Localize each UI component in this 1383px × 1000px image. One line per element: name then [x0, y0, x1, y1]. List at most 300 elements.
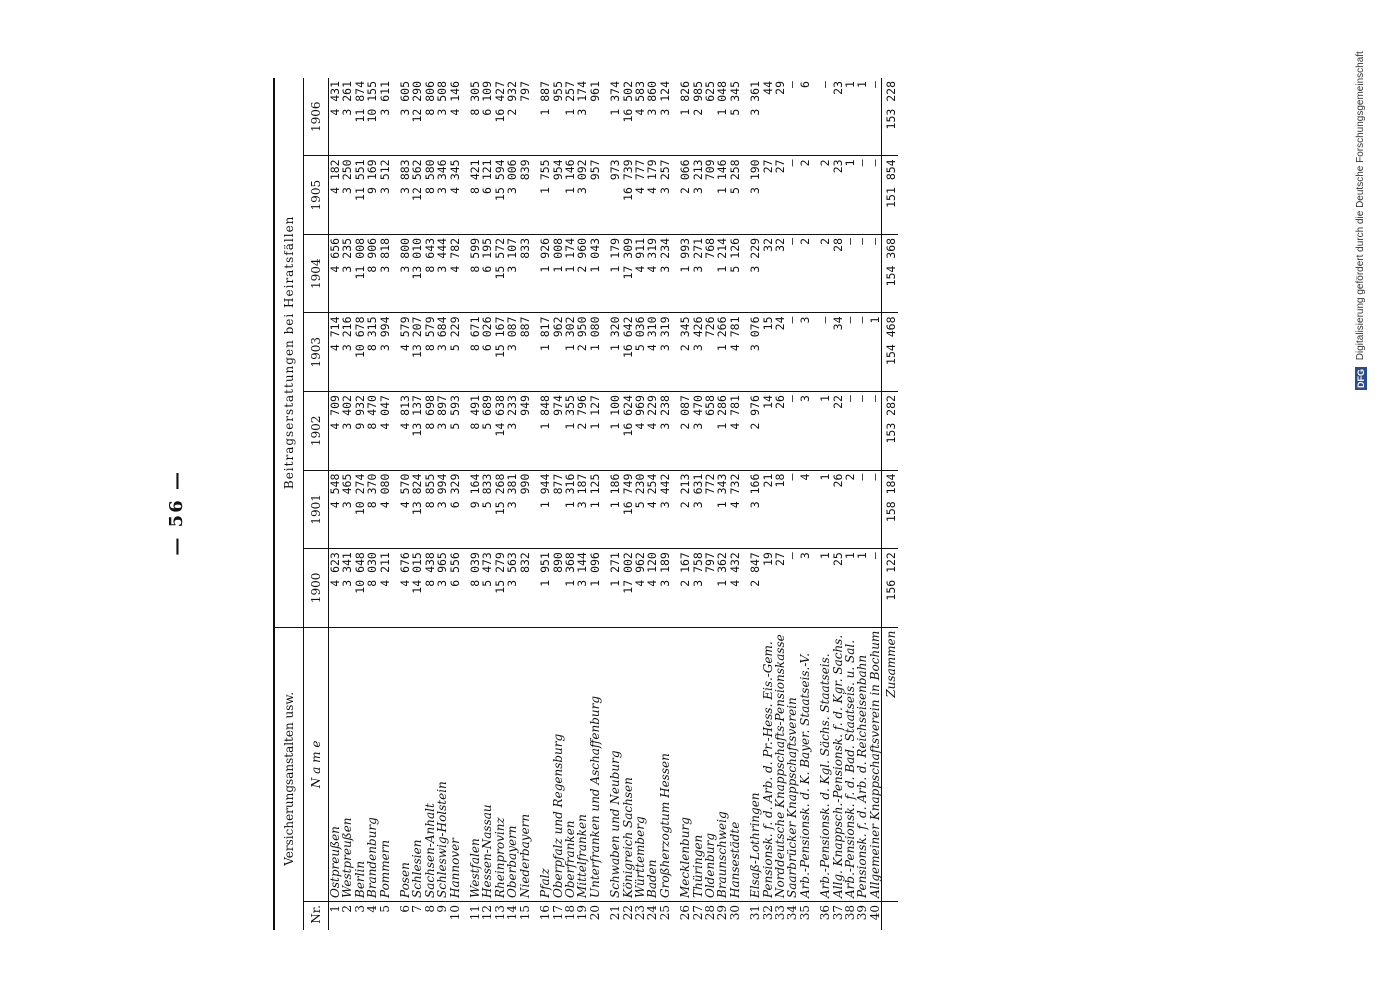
row-value: 1 096 [589, 549, 601, 628]
row-value: 3 006 [506, 156, 518, 235]
row-value: 28 [832, 234, 844, 313]
row-value: 1 146 [716, 156, 728, 235]
row-name: Hansestädte [729, 627, 741, 901]
row-value: 8 698 [424, 392, 436, 471]
row-value: 3 257 [659, 156, 671, 235]
row-number: 14 [506, 902, 518, 931]
dfg-logo: DFG [1356, 369, 1366, 388]
row-value: 1 848 [539, 392, 551, 471]
row-value: 954 [552, 156, 564, 235]
row-number: 20 [589, 902, 601, 931]
row-value: 1 343 [716, 470, 728, 549]
row-value: 1 944 [539, 470, 551, 549]
row-value: 2 [799, 234, 811, 313]
row-value: 1 [819, 549, 831, 628]
row-value: — [786, 78, 798, 156]
row-value: 1 926 [539, 234, 551, 313]
row-value: 3 994 [436, 470, 448, 549]
row-name: Elsaß-Lothringen [749, 627, 761, 901]
totals-row [882, 78, 898, 930]
row-value: 3 611 [379, 78, 391, 156]
row-name: Arb.-Pensionsk. d. K. Bayer. Staatseis.-V. [799, 627, 811, 901]
total-value: 153 282 [882, 392, 898, 471]
row-value: — [869, 392, 882, 471]
row-value: 15 [762, 313, 774, 392]
row-value: 3 605 [399, 78, 411, 156]
row-value: 8 470 [366, 392, 378, 471]
row-value: 4 182 [329, 156, 342, 235]
row-value: 1 186 [609, 470, 621, 549]
col-year-header: 1906 [304, 78, 329, 156]
row-value: — [856, 470, 868, 549]
row-value: 1 100 [609, 392, 621, 471]
row-value: 3 087 [506, 313, 518, 392]
row-value: 4 911 [634, 234, 646, 313]
row-value: 8 599 [469, 234, 481, 313]
row-value: 8 438 [424, 549, 436, 628]
row-name: Pommern [379, 627, 391, 901]
row-value: 17 309 [622, 234, 634, 313]
row-value: 2 066 [679, 156, 691, 235]
table-row [609, 78, 621, 930]
row-value: 8 315 [366, 313, 378, 392]
row-value: 797 [704, 549, 716, 628]
row-name: Allgemeiner Knappschaftsverein in Bochum [869, 627, 882, 901]
row-value: — [869, 78, 882, 156]
row-name: Thüringen [692, 627, 704, 901]
row-value: 1 [844, 78, 856, 156]
row-value: 6 556 [449, 549, 461, 628]
table-body [329, 78, 898, 930]
row-value: 8 855 [424, 470, 436, 549]
row-value: 5 126 [729, 234, 741, 313]
row-value: 34 [832, 313, 844, 392]
row-value: — [869, 234, 882, 313]
row-number: 21 [609, 902, 621, 931]
table-row [646, 78, 658, 930]
row-value: 19 [762, 549, 774, 628]
row-value: 1 302 [564, 313, 576, 392]
row-value: 32 [762, 234, 774, 313]
row-name: Westfalen [469, 627, 481, 901]
table-row [576, 78, 588, 930]
row-name: Oberfranken [564, 627, 576, 901]
row-number: 33 [774, 902, 786, 931]
row-value: 1 374 [609, 78, 621, 156]
row-value: 1 [844, 549, 856, 628]
row-value: 5 473 [481, 549, 493, 628]
row-number: 36 [819, 902, 831, 931]
row-number: 19 [576, 902, 588, 931]
row-value: 4 962 [634, 549, 646, 628]
col-year-header: 1902 [304, 392, 329, 471]
row-value: 27 [774, 549, 786, 628]
row-value: 4 732 [729, 470, 741, 549]
row-value: 3 187 [576, 470, 588, 549]
table-row [786, 78, 798, 930]
row-name: Berlin [354, 627, 366, 901]
row-value: 9 164 [469, 470, 481, 549]
row-value: 974 [552, 392, 564, 471]
row-value: 4 310 [646, 313, 658, 392]
row-value: 5 230 [634, 470, 646, 549]
row-value: 3 426 [692, 313, 704, 392]
row-number: 26 [679, 902, 691, 931]
row-value: 3 271 [692, 234, 704, 313]
row-name: Saarbrücker Knappschaftsverein [786, 627, 798, 901]
row-value: 16 642 [622, 313, 634, 392]
row-value: 5 593 [449, 392, 461, 471]
row-value: 21 [762, 470, 774, 549]
row-value: 32 [774, 234, 786, 313]
row-name: Oldenburg [704, 627, 716, 901]
row-value: — [856, 156, 868, 235]
row-value: 1 125 [589, 470, 601, 549]
row-value: 890 [552, 549, 564, 628]
col-year-header: 1905 [304, 156, 329, 235]
row-value: 18 [774, 470, 786, 549]
row-value: — [844, 313, 856, 392]
row-value: 1 214 [716, 234, 728, 313]
row-value: 4 781 [729, 313, 741, 392]
row-number: 29 [716, 902, 728, 931]
row-value: 3 189 [659, 549, 671, 628]
row-name: Ostpreußen [329, 627, 342, 901]
row-name: Hessen-Nassau [481, 627, 493, 901]
row-value: 1 755 [539, 156, 551, 235]
row-value: 1 [856, 78, 868, 156]
total-value: 156 122 [882, 549, 898, 628]
row-name: Braunschweig [716, 627, 728, 901]
row-number: 30 [729, 902, 741, 931]
row-name: Arb.-Pensionsk. f. d. Bad. Staatseis. u. Sal. [844, 627, 856, 901]
row-value: 3 512 [379, 156, 391, 235]
row-name: Arb.-Pensionsk. d. Kgl. Sächs. Staatseis. [819, 627, 831, 901]
row-value: 1 320 [609, 313, 621, 392]
row-number: 5 [379, 902, 391, 931]
row-name: Allg. Knappsch.-Pensionsk. f. d. Kgr. Sachs. [832, 627, 844, 901]
row-number: 24 [646, 902, 658, 931]
row-value: 973 [609, 156, 621, 235]
row-name: Württemberg [634, 627, 646, 901]
row-value: — [786, 313, 798, 392]
row-value: 26 [832, 470, 844, 549]
row-value: 4 [799, 470, 811, 549]
row-value: 1 048 [716, 78, 728, 156]
row-value: 4 211 [379, 549, 391, 628]
row-value: 17 002 [622, 549, 634, 628]
row-value: 3 897 [436, 392, 448, 471]
row-value: 709 [704, 156, 716, 235]
row-value: 3 190 [749, 156, 761, 235]
row-value: — [869, 549, 882, 628]
row-value: — [856, 392, 868, 471]
row-value: 2 960 [576, 234, 588, 313]
col-year-header: 1901 [304, 470, 329, 549]
row-value: 832 [519, 549, 531, 628]
row-value: 13 824 [411, 470, 423, 549]
row-number: 7 [411, 902, 423, 931]
row-number: 39 [856, 902, 868, 931]
row-value: 3 319 [659, 313, 671, 392]
row-name: Königreich Sachsen [622, 627, 634, 901]
row-value: 962 [552, 313, 564, 392]
row-value: 4 583 [634, 78, 646, 156]
row-name: Unterfranken und Aschaffenburg [589, 627, 601, 901]
row-value: 3 758 [692, 549, 704, 628]
row-value: 4 432 [729, 549, 741, 628]
row-value: 26 [774, 392, 786, 471]
page-number: — 56 — [166, 470, 187, 556]
row-name: Brandenburg [366, 627, 378, 901]
col-nr-header: Nr. [304, 902, 329, 931]
row-value: 14 638 [494, 392, 506, 471]
row-value: 3 107 [506, 234, 518, 313]
row-value: 1 993 [679, 234, 691, 313]
col-name-header: N a m e [304, 627, 329, 901]
row-value: 4 120 [646, 549, 658, 628]
row-number: 22 [622, 902, 634, 931]
row-value: 4 709 [329, 392, 342, 471]
row-value: 44 [762, 78, 774, 156]
row-value: 3 465 [341, 470, 353, 549]
row-value: 772 [704, 470, 716, 549]
row-value: 15 279 [494, 549, 506, 628]
table-row [539, 78, 551, 930]
table-row [819, 78, 831, 930]
row-name: Westpreußen [341, 627, 353, 901]
row-value: 3 346 [436, 156, 448, 235]
row-value: 3 444 [436, 234, 448, 313]
table-row [506, 78, 518, 930]
row-value: 1 266 [716, 313, 728, 392]
row-value: 6 329 [449, 470, 461, 549]
row-value: 13 137 [411, 392, 423, 471]
row-value: 16 739 [622, 156, 634, 235]
row-value: 887 [519, 313, 531, 392]
row-number: 35 [799, 902, 811, 931]
totals-nr-empty [882, 902, 898, 931]
row-value: 9 169 [366, 156, 378, 235]
col-year-header: 1904 [304, 234, 329, 313]
row-value: 625 [704, 78, 716, 156]
row-value: 13 010 [411, 234, 423, 313]
row-value: 4 548 [329, 470, 342, 549]
row-value: 3 684 [436, 313, 448, 392]
row-value: 9 932 [354, 392, 366, 471]
row-number: 25 [659, 902, 671, 931]
row-value: 24 [774, 313, 786, 392]
row-value: 5 229 [449, 313, 461, 392]
row-name: Mecklenburg [679, 627, 691, 901]
row-value: 6 109 [481, 78, 493, 156]
row-value: 4 656 [329, 234, 342, 313]
row-value: 6 026 [481, 313, 493, 392]
row-value: 2 345 [679, 313, 691, 392]
table-row [481, 78, 493, 930]
header-reimbursements: Beitragserstattungen bei Heiratsfällen [274, 78, 304, 627]
row-value: 3 238 [659, 392, 671, 471]
row-value: 10 274 [354, 470, 366, 549]
row-value: 3 234 [659, 234, 671, 313]
row-value: 3 [799, 313, 811, 392]
row-value: 3 144 [576, 549, 588, 628]
row-value: 4 579 [399, 313, 411, 392]
row-value: 2 950 [576, 313, 588, 392]
row-number: 15 [519, 902, 531, 931]
row-value: 16 502 [622, 78, 634, 156]
row-name: Mittelfranken [576, 627, 588, 901]
row-value: 4 623 [329, 549, 342, 628]
table-row [659, 78, 671, 930]
col-year-header: 1900 [304, 549, 329, 628]
row-name: Rheinprovinz [494, 627, 506, 901]
row-value: 4 813 [399, 392, 411, 471]
row-value: — [819, 78, 831, 156]
row-value: 2 985 [692, 78, 704, 156]
row-value: 3 341 [341, 549, 353, 628]
row-value: 3 994 [379, 313, 391, 392]
row-value: 16 749 [622, 470, 634, 549]
table-row [692, 78, 704, 930]
row-value: 4 714 [329, 313, 342, 392]
row-value: — [856, 313, 868, 392]
row-value: 1 179 [609, 234, 621, 313]
row-name: Norddeutsche Knappschafts-Pensionskasse [774, 627, 786, 901]
row-value: 16 624 [622, 392, 634, 471]
row-value: 6 195 [481, 234, 493, 313]
row-value: 14 015 [411, 549, 423, 628]
row-value: 1 [819, 392, 831, 471]
row-value: — [786, 549, 798, 628]
row-value: 8 491 [469, 392, 481, 471]
row-value: 3 818 [379, 234, 391, 313]
row-name: Baden [646, 627, 658, 901]
row-value: 11 874 [354, 78, 366, 156]
row-value: 3 402 [341, 392, 353, 471]
row-value: 2 847 [749, 549, 761, 628]
row-number: 10 [449, 902, 461, 931]
row-value: 10 648 [354, 549, 366, 628]
row-value: 3 361 [749, 78, 761, 156]
row-value: 5 036 [634, 313, 646, 392]
row-value: 8 305 [469, 78, 481, 156]
row-name: Schleswig-Holstein [436, 627, 448, 901]
row-number: 16 [539, 902, 551, 931]
row-value: 5 345 [729, 78, 741, 156]
row-value: 3 229 [749, 234, 761, 313]
row-number: 32 [762, 902, 774, 931]
row-value: 1 043 [589, 234, 601, 313]
row-number: 31 [749, 902, 761, 931]
row-value: 4 969 [634, 392, 646, 471]
row-value: 8 030 [366, 549, 378, 628]
row-value: — [786, 392, 798, 471]
row-value: 1 286 [716, 392, 728, 471]
row-number: 8 [424, 902, 436, 931]
row-number: 28 [704, 902, 716, 931]
row-value: 2 932 [506, 78, 518, 156]
row-value: 1 951 [539, 549, 551, 628]
row-value: 726 [704, 313, 716, 392]
row-value: 15 594 [494, 156, 506, 235]
row-value: 29 [774, 78, 786, 156]
row-name: Schwaben und Neuburg [609, 627, 621, 901]
row-value: 3 470 [692, 392, 704, 471]
row-value: 1 [819, 470, 831, 549]
table-row [749, 78, 761, 930]
row-number: 12 [481, 902, 493, 931]
row-number: 34 [786, 902, 798, 931]
row-value: 3 216 [341, 313, 353, 392]
row-value: 8 906 [366, 234, 378, 313]
row-name: Sachsen-Anhalt [424, 627, 436, 901]
row-value: 1 257 [564, 78, 576, 156]
row-value: 658 [704, 392, 716, 471]
row-name: Schlesien [411, 627, 423, 901]
row-number: 6 [399, 902, 411, 931]
row-value: 1 362 [716, 549, 728, 628]
row-value: 12 562 [411, 156, 423, 235]
row-value: 3 092 [576, 156, 588, 235]
row-value: 1 127 [589, 392, 601, 471]
row-value: 4 782 [449, 234, 461, 313]
row-value: 2 167 [679, 549, 691, 628]
table-row [716, 78, 728, 930]
row-value: 6 [799, 78, 811, 156]
row-number: 4 [366, 902, 378, 931]
row-number: 2 [341, 902, 353, 931]
row-value: 1 080 [589, 313, 601, 392]
row-name: Pensionsk. f. d. Arb. d. Pr.-Hess. Eis.-Gem. [762, 627, 774, 901]
row-value: 990 [519, 470, 531, 549]
row-value: 15 268 [494, 470, 506, 549]
row-value: 5 689 [481, 392, 493, 471]
table-row [436, 78, 448, 930]
row-value: 3 250 [341, 156, 353, 235]
table-row [411, 78, 423, 930]
row-value: 961 [589, 78, 601, 156]
row-value: 797 [519, 78, 531, 156]
row-value: 4 254 [646, 470, 658, 549]
row-value: 8 579 [424, 313, 436, 392]
row-value: 4 146 [449, 78, 461, 156]
row-value: 25 [832, 549, 844, 628]
row-value: 16 427 [494, 78, 506, 156]
row-value: 1 826 [679, 78, 691, 156]
row-value: — [786, 156, 798, 235]
row-name: Hannover [449, 627, 461, 901]
row-value: 1 [844, 156, 856, 235]
row-name: Niederbayern [519, 627, 531, 901]
row-value: 2 [819, 234, 831, 313]
row-value: — [786, 234, 798, 313]
row-number: 23 [634, 902, 646, 931]
row-value: 8 580 [424, 156, 436, 235]
col-year-header: 1903 [304, 313, 329, 392]
row-value: 12 290 [411, 78, 423, 156]
row-value: 2 [819, 156, 831, 235]
row-name: Posen [399, 627, 411, 901]
table-row [679, 78, 691, 930]
row-value: 8 039 [469, 549, 481, 628]
row-value: 3 442 [659, 470, 671, 549]
row-value: 1 817 [539, 313, 551, 392]
row-value: 3 235 [341, 234, 353, 313]
row-value: 4 047 [379, 392, 391, 471]
row-value: 4 319 [646, 234, 658, 313]
row-number: 37 [832, 902, 844, 931]
